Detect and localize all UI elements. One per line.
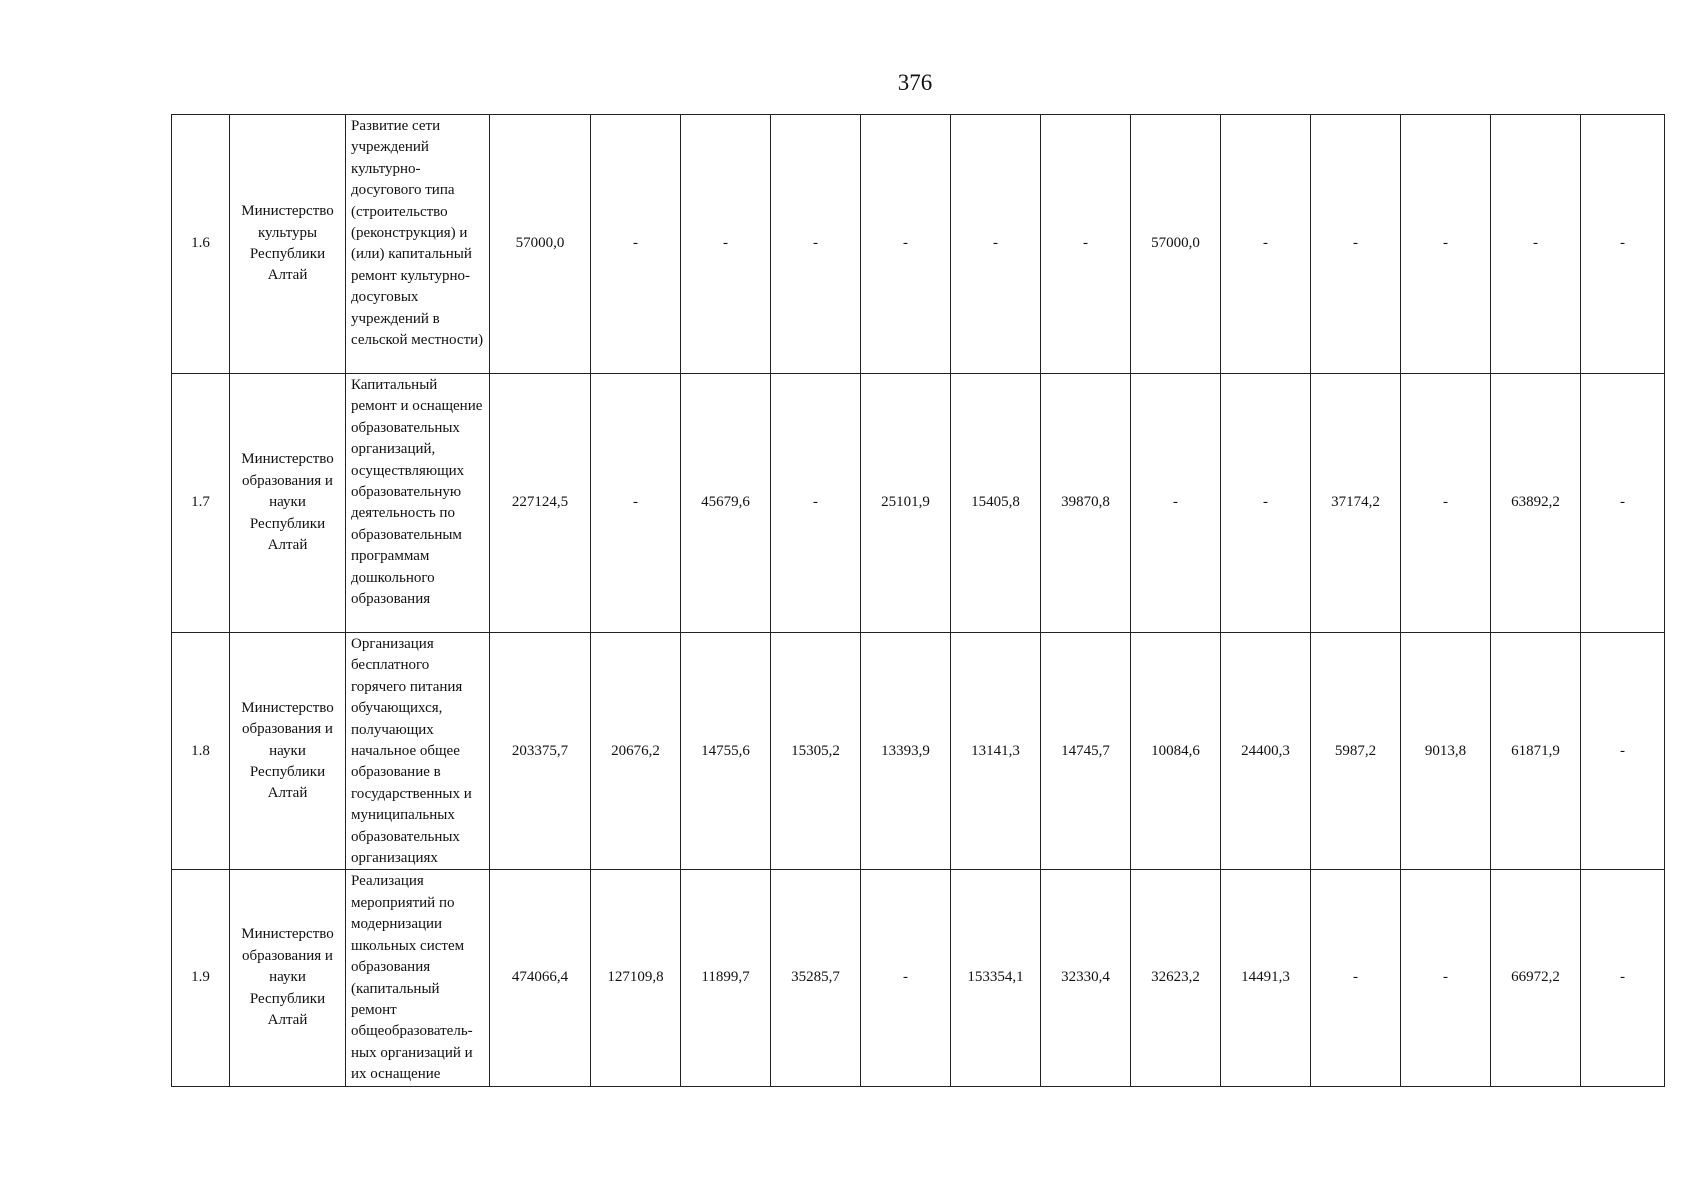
description-cell: Организация бесплатного горячего питания обучающихся, получающих начальное общее образование в государственных и муниципальных образовательных организациях [346,633,490,870]
value-cell: - [861,870,951,1086]
agency-cell: Министерство образования и науки Республики Алтай [230,870,346,1086]
total-value-cell: 57000,0 [490,115,591,374]
value-cell: - [1131,374,1221,633]
row-number: 1.6 [172,115,230,374]
value-cell: 45679,6 [681,374,771,633]
budget-table [171,114,1665,1087]
value-cell: - [1491,115,1581,374]
value-cell: 63892,2 [1491,374,1581,633]
table-row [172,374,1665,633]
table-row [172,633,1665,870]
value-cell: - [1311,870,1401,1086]
value-cell: 15405,8 [951,374,1041,633]
value-cell: - [1581,870,1665,1086]
value-cell: - [1221,115,1311,374]
value-cell: 25101,9 [861,374,951,633]
value-cell: 14755,6 [681,633,771,870]
page-number: 376 [897,70,933,95]
value-cell: 57000,0 [1131,115,1221,374]
agency-cell: Министерство культуры Республики Алтай [230,115,346,374]
value-cell: - [1401,870,1491,1086]
description-cell: Развитие сети учреждений культурно-досугового типа (строительство (реконструкция) и (или) капитальный ремонт культурно-досуговых учреждений в сельской местности) [346,115,490,374]
value-cell: - [861,115,951,374]
value-cell: - [591,374,681,633]
value-cell: - [1041,115,1131,374]
value-cell: - [771,115,861,374]
value-cell: 13393,9 [861,633,951,870]
value-cell: 15305,2 [771,633,861,870]
value-cell: - [771,374,861,633]
row-number: 1.8 [172,633,230,870]
value-cell: 5987,2 [1311,633,1401,870]
total-value-cell: 474066,4 [490,870,591,1086]
value-cell: - [681,115,771,374]
table-row [172,870,1665,1086]
value-cell: 32623,2 [1131,870,1221,1086]
agency-cell: Министерство образования и науки Республики Алтай [230,633,346,870]
value-cell: 61871,9 [1491,633,1581,870]
value-cell: 20676,2 [591,633,681,870]
value-cell: 32330,4 [1041,870,1131,1086]
description-cell: Капитальный ремонт и оснащение образовательных организаций, осуществляющих образовательную деятельность по образовательным программам дошкольного образования [346,374,490,633]
value-cell: - [1581,374,1665,633]
row-number: 1.7 [172,374,230,633]
value-cell: 153354,1 [951,870,1041,1086]
description-cell: Реализация мероприятий по модернизации школьных систем образования (капитальный ремонт общеобразователь-ных организаций и их оснащение [346,870,490,1086]
total-value-cell: 203375,7 [490,633,591,870]
value-cell: 35285,7 [771,870,861,1086]
value-cell: 10084,6 [1131,633,1221,870]
row-number: 1.9 [172,870,230,1086]
value-cell: 14745,7 [1041,633,1131,870]
value-cell: - [1401,115,1491,374]
value-cell: 37174,2 [1311,374,1401,633]
value-cell: - [1581,633,1665,870]
value-cell: 14491,3 [1221,870,1311,1086]
value-cell: 11899,7 [681,870,771,1086]
value-cell: 13141,3 [951,633,1041,870]
value-cell: - [1221,374,1311,633]
value-cell: 39870,8 [1041,374,1131,633]
value-cell: 66972,2 [1491,870,1581,1086]
value-cell: - [1401,374,1491,633]
value-cell: 9013,8 [1401,633,1491,870]
value-cell: - [1311,115,1401,374]
value-cell: - [951,115,1041,374]
table-row [172,115,1665,374]
value-cell: - [591,115,681,374]
value-cell: 24400,3 [1221,633,1311,870]
value-cell: 127109,8 [591,870,681,1086]
value-cell: - [1581,115,1665,374]
total-value-cell: 227124,5 [490,374,591,633]
agency-cell: Министерство образования и науки Республики Алтай [230,374,346,633]
